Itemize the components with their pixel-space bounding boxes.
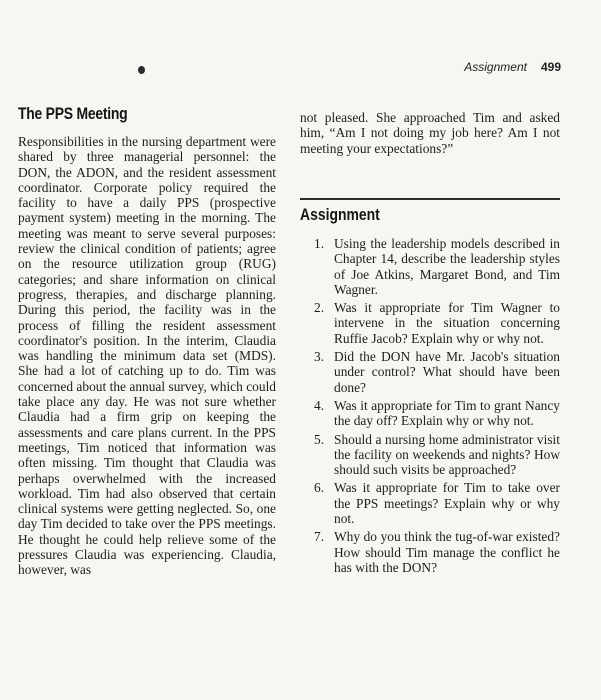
question-item: [314, 300, 560, 346]
section-divider-rule: [300, 198, 560, 200]
running-head: [464, 60, 561, 74]
pps-meeting-paragraph: Responsibilities in the nursing department were shared by three managerial personnel: the DON, the ADON, and the resident assessment coordinator. Corporate policy required the facility to have a daily PPS (prospective payment system) meeting in the morning. The meeting was meant to serve several purposes: review the clinical condition of patients; agree on the resource utilization group (RUG) categories; and share information on clinical progress, therapies, and discharge planning. During this period, the facility was in the process of filling the resident assessment coordinator's position. In the interim, Claudia was handling the minimum data set (MDS). She had a lot of catching up to do. Tim was concerned about the annual survey, which could take place any day. He was not sure whether Claudia had a firm grip on keeping the assessments and care plans current. In the PPS meetings, Tim noticed that information was often missing. Tim thought that Claudia was perhaps overwhelmed with the increased workload. Tim had also observed that certain clinical systems were getting neglected. So, one day Tim decided to take over the PPS meetings. He thought he could help relieve some of the pressures Claudia was experiencing. Claudia, however, was: [18, 134, 276, 578]
question-item: [314, 236, 560, 297]
question-text: Did the DON have Mr. Jacob's situation under control? What should have been done?: [334, 349, 560, 395]
left-column: [18, 104, 276, 578]
question-number: 6.: [314, 480, 325, 496]
question-number: 7.: [314, 529, 325, 545]
question-item: [314, 529, 560, 575]
section-heading-assignment: Assignment: [300, 205, 380, 224]
section-heading-pps-meeting: The PPS Meeting: [18, 104, 128, 123]
question-item: [314, 480, 560, 526]
question-text: Was it appropriate for Tim to take over the PPS meetings? Explain why or why not.: [334, 480, 560, 527]
question-text: Using the leadership models described in Chapter 14, describe the leadership styles of Joe Atkins, Margaret Bond, and Tim Wagner.: [334, 236, 560, 297]
question-text: Should a nursing home administrator visit the facility on weekends and nights? How should such visits be approached?: [334, 431, 560, 478]
running-head-title: Assignment: [464, 60, 527, 74]
question-text: Why do you think the tug-of-war existed? How should Tim manage the conflict he has with the DON?: [334, 529, 560, 575]
question-number: 3.: [314, 349, 325, 365]
bullet-dot-mark: [138, 66, 145, 74]
right-column: [300, 110, 560, 156]
assignment-question-list: [314, 236, 560, 578]
question-number: 4.: [314, 397, 325, 413]
question-item: [314, 432, 560, 478]
question-item: [314, 349, 560, 395]
page-number: 499: [540, 60, 561, 74]
question-item: [314, 398, 560, 429]
question-number: 1.: [314, 236, 325, 251]
question-text: Was it appropriate for Tim Wagner to intervene in the situation concerning Ruffie Jacob? Explain why or why not.: [334, 300, 560, 346]
question-number: 2.: [314, 300, 325, 316]
continued-paragraph: not pleased. She approached Tim and asked him, “Am I not doing my job here? Am I not meeting your expectations?”: [300, 110, 560, 156]
question-number: 5.: [314, 431, 325, 447]
question-text: Was it appropriate for Tim to grant Nancy the day off? Explain why or why not.: [334, 397, 560, 429]
